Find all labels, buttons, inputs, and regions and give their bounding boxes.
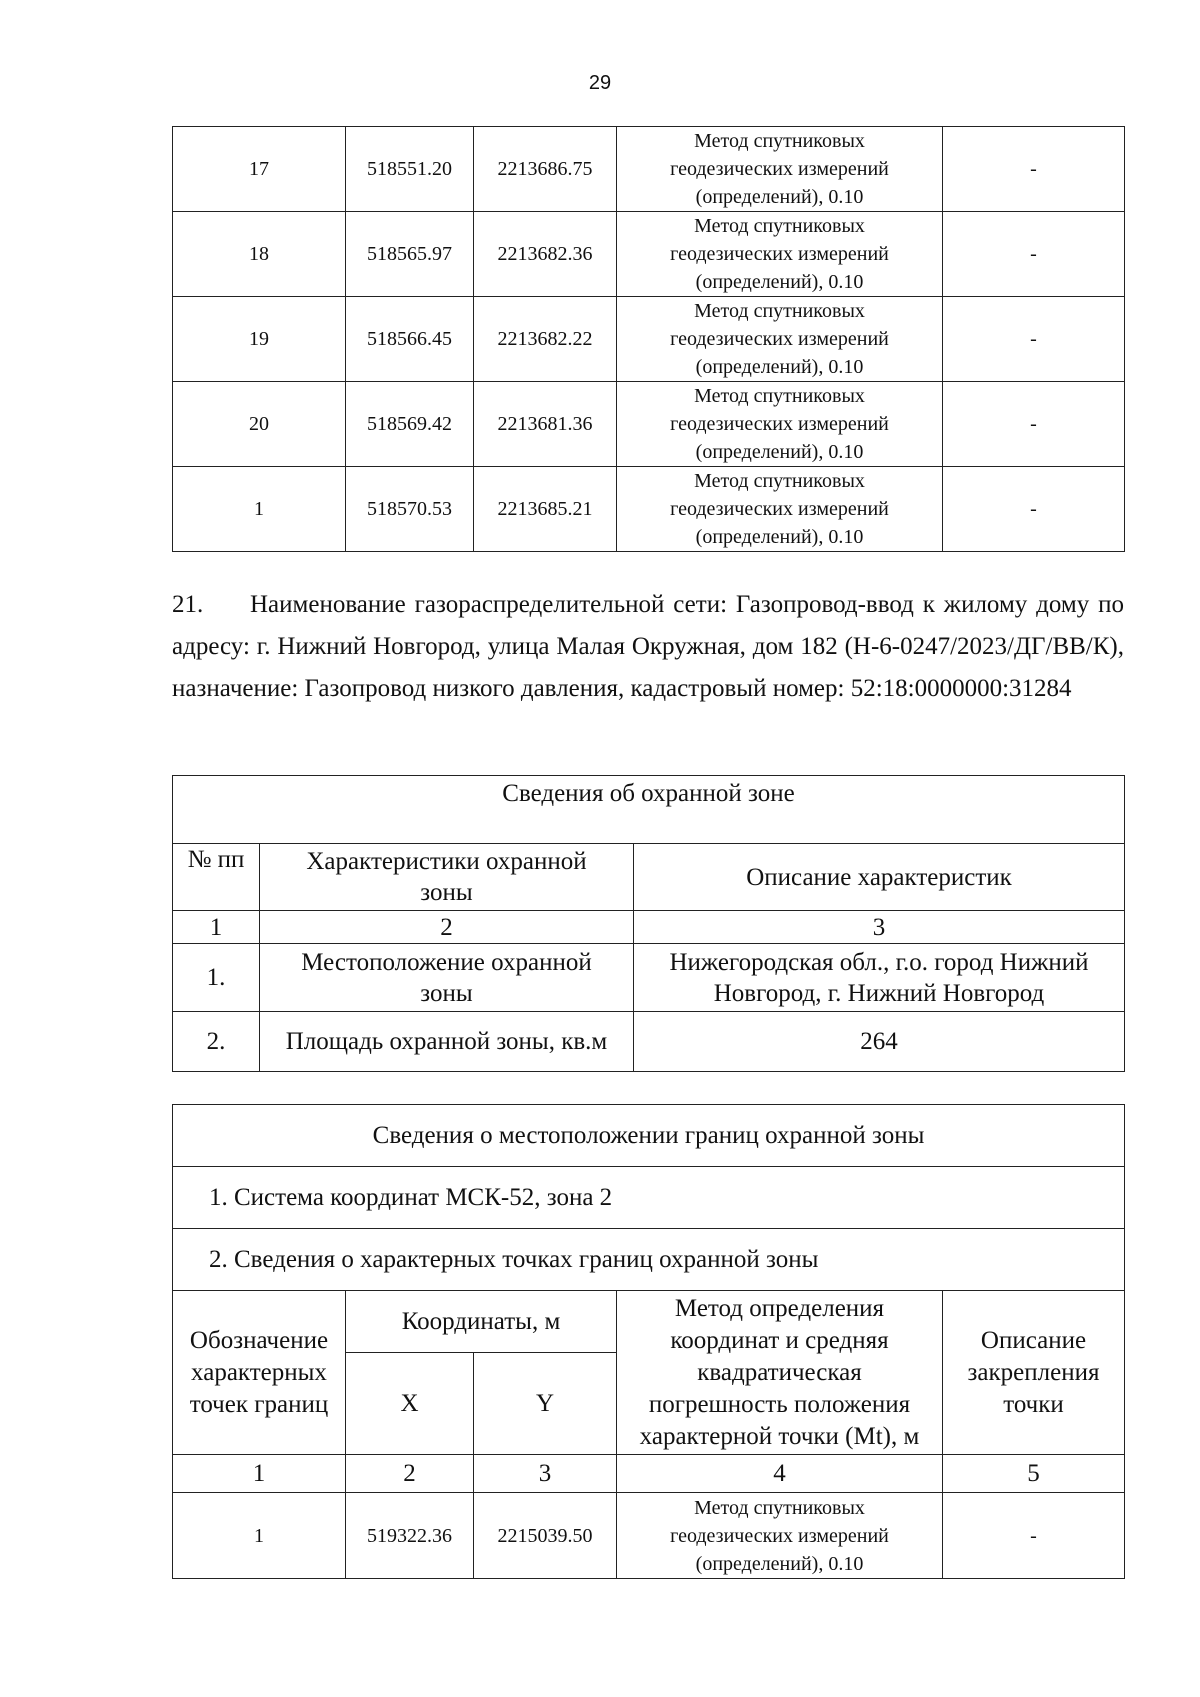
point-number: 17 bbox=[173, 127, 346, 212]
method-line: геодезических измерений bbox=[670, 1524, 889, 1547]
coord-x: 518565.97 bbox=[346, 212, 474, 297]
method-line: геодезических измерений bbox=[670, 158, 889, 180]
column-index: 3 bbox=[634, 911, 1125, 944]
table-row bbox=[173, 944, 1125, 1012]
coord-y: 2213685.21 bbox=[474, 467, 617, 552]
section-text: Наименование газораспределительной сети: Газопровод-ввод к жилому дому по адресу: г. Нижний Новгород, улица Малая Окружная, дом 182 (Н-6-0247/2023/ДГ/ВВ/К), назначение: Газопровод низкого давления, кадастровый номер: 52:18:0000000:31284 bbox=[172, 591, 1124, 702]
point-description: - bbox=[943, 297, 1125, 382]
table-row bbox=[173, 1455, 1125, 1493]
header-line: характерных bbox=[191, 1358, 327, 1386]
method-line: (определений), 0.10 bbox=[695, 271, 864, 293]
method-cell bbox=[617, 1493, 943, 1579]
characteristic bbox=[260, 944, 634, 1012]
characteristic-value bbox=[634, 944, 1125, 1012]
table-row bbox=[173, 1229, 1125, 1291]
point-number: 1 bbox=[173, 1493, 346, 1579]
method-line: геодезических измерений bbox=[670, 498, 889, 520]
coord-x: 518566.45 bbox=[346, 297, 474, 382]
method-line: геодезических измерений bbox=[670, 413, 889, 435]
coord-x: 518570.53 bbox=[346, 467, 474, 552]
coord-y: 2215039.50 bbox=[474, 1493, 617, 1579]
header-y: Y bbox=[474, 1353, 617, 1455]
column-index: 2 bbox=[260, 911, 634, 944]
header-fixing-description bbox=[943, 1291, 1125, 1455]
header-line: Характеристики охранной bbox=[306, 848, 587, 875]
row-number: 2. bbox=[173, 1012, 260, 1072]
method-cell bbox=[617, 297, 943, 382]
method-line: (определений), 0.10 bbox=[695, 356, 864, 378]
table-row bbox=[173, 1105, 1125, 1167]
value-line: Новгород, г. Нижний Новгород bbox=[713, 979, 1045, 1007]
coord-y: 2213686.75 bbox=[474, 127, 617, 212]
coord-x: 519322.36 bbox=[346, 1493, 474, 1579]
table-row bbox=[173, 382, 1125, 467]
table-row bbox=[173, 212, 1125, 297]
coord-x: 518569.42 bbox=[346, 382, 474, 467]
coord-y: 2213682.36 bbox=[474, 212, 617, 297]
method-line: (определений), 0.10 bbox=[695, 186, 864, 208]
coordinates-table-continued bbox=[172, 126, 1125, 552]
column-index: 3 bbox=[474, 1455, 617, 1493]
table-row bbox=[173, 467, 1125, 552]
header-line: закрепления bbox=[967, 1358, 1100, 1386]
point-number: 19 bbox=[173, 297, 346, 382]
header-characteristics bbox=[260, 844, 634, 911]
table-row bbox=[173, 844, 1125, 911]
table-row bbox=[173, 297, 1125, 382]
point-description: - bbox=[943, 382, 1125, 467]
table-row bbox=[173, 1493, 1125, 1579]
method-cell bbox=[617, 212, 943, 297]
protection-zone-table bbox=[172, 775, 1125, 1072]
header-coordinates: Координаты, м bbox=[346, 1291, 617, 1353]
column-index: 1 bbox=[173, 911, 260, 944]
point-description: - bbox=[943, 467, 1125, 552]
characteristic-line: зоны bbox=[420, 979, 473, 1007]
point-description: - bbox=[943, 212, 1125, 297]
point-number: 18 bbox=[173, 212, 346, 297]
table-row bbox=[173, 1291, 1125, 1353]
coordinate-system: 1. Система координат МСК-52, зона 2 bbox=[173, 1167, 1125, 1229]
characteristic: Площадь охранной зоны, кв.м bbox=[260, 1012, 634, 1072]
method-line: Метод спутниковых bbox=[694, 1496, 865, 1519]
section-number: 21. bbox=[172, 591, 204, 618]
method-line: геодезических измерений bbox=[670, 243, 889, 265]
method-cell bbox=[617, 467, 943, 552]
point-description: - bbox=[943, 127, 1125, 212]
value-line: Нижегородская обл., г.о. город Нижний bbox=[669, 948, 1089, 976]
header-line: точки bbox=[1003, 1390, 1064, 1418]
coord-y: 2213682.22 bbox=[474, 297, 617, 382]
header-method bbox=[617, 1291, 943, 1455]
header-line: погрешность положения bbox=[648, 1390, 911, 1418]
table-row bbox=[173, 1012, 1125, 1072]
method-line: Метод спутниковых bbox=[694, 130, 865, 152]
method-line: геодезических измерений bbox=[670, 328, 889, 350]
method-line: (определений), 0.10 bbox=[695, 441, 864, 463]
point-description: - bbox=[943, 1493, 1125, 1579]
characteristic-line: Местоположение охранной bbox=[301, 948, 592, 976]
column-index: 1 bbox=[173, 1455, 346, 1493]
header-line: точек границ bbox=[189, 1390, 329, 1418]
loc-table-title: Сведения о местоположении границ охранной зоны bbox=[173, 1105, 1125, 1167]
table-row bbox=[173, 911, 1125, 944]
method-line: Метод спутниковых bbox=[694, 215, 865, 237]
method-cell bbox=[617, 382, 943, 467]
header-line: координат и средняя bbox=[670, 1326, 889, 1354]
method-line: Метод спутниковых bbox=[694, 385, 865, 407]
header-description: Описание характеристик bbox=[634, 844, 1125, 911]
header-designation bbox=[173, 1291, 346, 1455]
coord-x: 518551.20 bbox=[346, 127, 474, 212]
characteristic-value: 264 bbox=[634, 1012, 1125, 1072]
column-index: 2 bbox=[346, 1455, 474, 1493]
header-line: Метод определения bbox=[674, 1294, 885, 1322]
header-line: зоны bbox=[420, 879, 473, 906]
method-line: Метод спутниковых bbox=[694, 470, 865, 492]
table-row bbox=[173, 1167, 1125, 1229]
header-x: X bbox=[346, 1353, 474, 1455]
table-row bbox=[173, 127, 1125, 212]
header-line: квадратическая bbox=[697, 1358, 862, 1386]
points-title: 2. Сведения о характерных точках границ охранной зоны bbox=[173, 1229, 1125, 1291]
column-index: 4 bbox=[617, 1455, 943, 1493]
header-line: Описание bbox=[980, 1326, 1087, 1354]
zone-table-title: Сведения об охранной зоне bbox=[173, 776, 1125, 844]
method-cell bbox=[617, 127, 943, 212]
column-index: 5 bbox=[943, 1455, 1125, 1493]
row-number: 1. bbox=[173, 944, 260, 1012]
method-line: (определений), 0.10 bbox=[695, 1552, 864, 1575]
method-line: (определений), 0.10 bbox=[695, 526, 864, 548]
page-number: 29 bbox=[588, 72, 612, 94]
method-line: Метод спутниковых bbox=[694, 300, 865, 322]
coord-y: 2213681.36 bbox=[474, 382, 617, 467]
header-line: Обозначение bbox=[189, 1326, 329, 1354]
header-line: характерной точки (Mt), м bbox=[639, 1422, 920, 1450]
boundary-location-table bbox=[172, 1104, 1125, 1579]
point-number: 1 bbox=[173, 467, 346, 552]
header-index: № пп bbox=[173, 844, 260, 911]
table-row bbox=[173, 776, 1125, 844]
section-paragraph bbox=[172, 584, 1124, 710]
point-number: 20 bbox=[173, 382, 346, 467]
